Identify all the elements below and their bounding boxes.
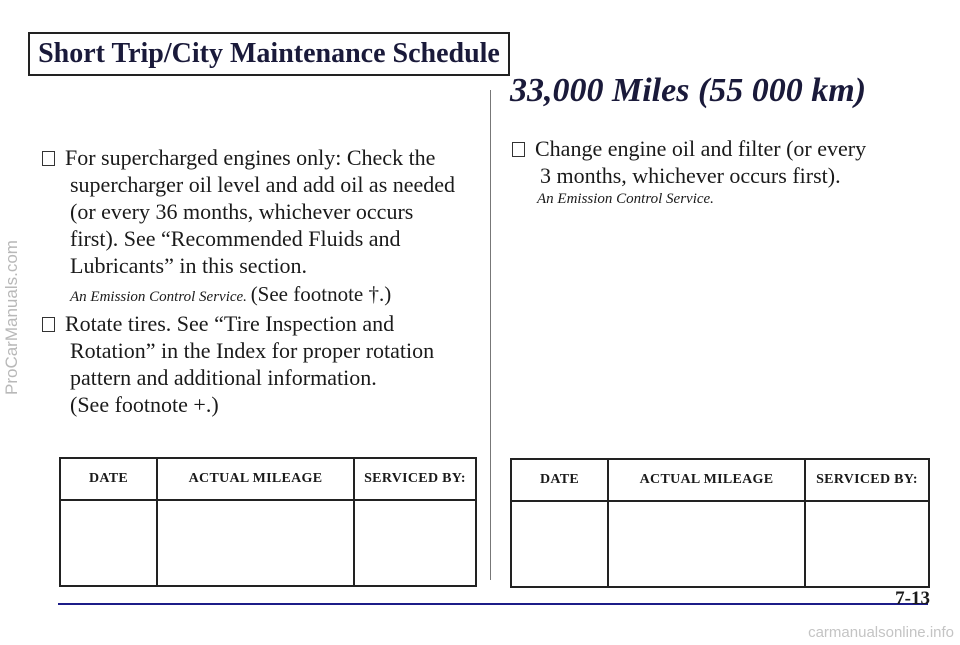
mileage-entry[interactable]: [608, 501, 805, 587]
date-entry[interactable]: [60, 500, 157, 586]
page-number: 7-13: [895, 588, 930, 609]
col-actual-mileage: ACTUAL MILEAGE: [608, 459, 805, 501]
side-watermark-text: ProCarManuals.com: [2, 240, 21, 395]
item-line: (See footnote +.): [70, 392, 219, 417]
item-line: Rotate tires. See “Tire Inspection and: [42, 310, 434, 337]
col-serviced-by: SERVICED BY:: [805, 459, 929, 501]
item-line: Lubricants” in this section.: [70, 253, 308, 278]
item-line: supercharger oil level and add oil as needed: [70, 172, 456, 197]
checkbox-icon[interactable]: [42, 317, 55, 332]
page-header-title: Short Trip/City Maintenance Schedule: [38, 38, 500, 69]
section-title: 33,000 Miles (55 000 km): [510, 72, 867, 109]
emission-note: An Emission Control Service.: [70, 289, 247, 305]
item-line: 3 months, whichever occurs first).: [540, 163, 841, 188]
item-line: Rotation” in the Index for proper rotation: [70, 338, 435, 363]
column-divider: [490, 90, 491, 580]
item-line: Change engine oil and filter (or every: [512, 135, 866, 162]
right-service-log: [510, 458, 930, 588]
left-item-rotate-tires-body: [42, 283, 434, 418]
item-line: first). See “Recommended Fluids and: [70, 226, 401, 251]
col-actual-mileage: ACTUAL MILEAGE: [157, 458, 354, 500]
right-item-note: [537, 191, 714, 208]
serviced-by-entry[interactable]: [354, 500, 476, 586]
page-header: [28, 32, 510, 76]
mileage-entry[interactable]: [157, 500, 354, 586]
date-entry[interactable]: [511, 501, 608, 587]
checkbox-icon[interactable]: [42, 151, 55, 166]
serviced-by-entry[interactable]: [805, 501, 929, 587]
item-line: For supercharged engines only: Check the: [42, 144, 455, 171]
right-item-oil-change: [512, 135, 866, 189]
item-line: pattern and additional information.: [70, 365, 377, 390]
footer-rule: [58, 603, 928, 605]
emission-note: An Emission Control Service.: [537, 191, 714, 207]
col-date: DATE: [511, 459, 608, 501]
left-item-supercharger: [42, 144, 455, 279]
col-serviced-by: SERVICED BY:: [354, 458, 476, 500]
col-date: DATE: [60, 458, 157, 500]
left-service-log: [59, 457, 477, 587]
footnote-ref: (See footnote †.): [250, 282, 392, 306]
item-line: (or every 36 months, whichever occurs: [70, 199, 414, 224]
bottom-watermark: carmanualsonline.info: [808, 624, 954, 641]
checkbox-icon[interactable]: [512, 142, 525, 157]
